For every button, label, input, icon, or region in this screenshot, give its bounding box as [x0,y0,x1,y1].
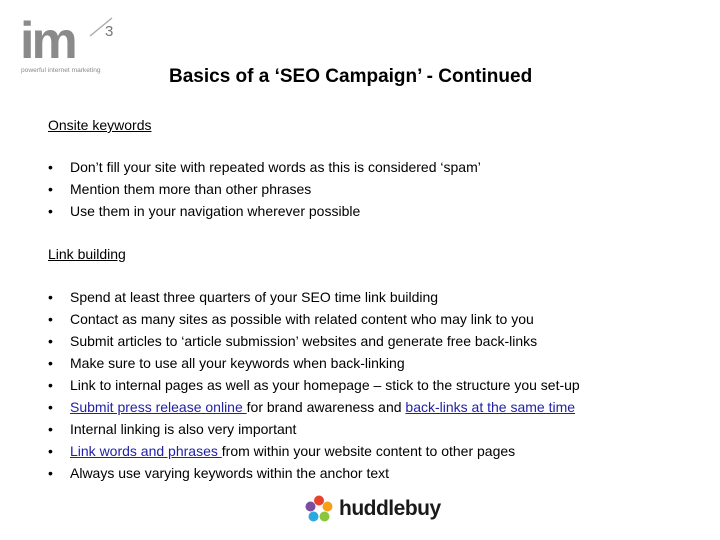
huddlebuy-logo [304,491,441,527]
list-item [48,440,580,462]
logo-superscript: 3 [105,23,114,40]
petal-purple [306,502,316,512]
slide-title: Basics of a ‘SEO Campaign’ - Continued [169,66,533,87]
onsite-keywords-list [48,156,481,222]
link-words-phrases-link[interactable]: Link words and phrases [70,443,222,459]
list-item: • Mention them more than other phrases [48,178,481,200]
list-item: • Use them in your navigation wherever possible [48,200,481,222]
im3-logo-icon [20,14,124,78]
list-item: • Spend at least three quarters of your SEO time link building [48,286,580,308]
petal-green [320,512,330,522]
flower-center [316,506,322,512]
list-item: • Always use varying keywords within the anchor text [48,462,580,484]
list-item-text: for brand awareness and [246,399,406,415]
back-links-link[interactable]: back-links at the same time [405,399,576,415]
list-item-text: from within your website content to other pages [221,443,516,459]
list-item [48,396,580,418]
list-item: • Internal linking is also very important [48,418,580,440]
logo-tagline: powerful internet marketing [21,67,101,74]
petal-red [314,496,324,506]
huddlebuy-wordmark: huddlebuy [339,497,441,520]
list-item: • Don’t fill your site with repeated words as this is considered ‘spam’ [48,156,481,178]
link-building-list [48,286,580,484]
list-item: • Make sure to use all your keywords when back-linking [48,352,580,374]
huddlebuy-flower-icon [304,494,334,524]
company-logo [20,14,124,78]
list-item: • Link to internal pages as well as your homepage – stick to the structure you set-up [48,374,580,396]
petal-blue [309,512,319,522]
petal-orange [323,502,333,512]
list-item: • Submit articles to ‘article submission’ websites and generate free back-links [48,330,580,352]
logo-mark: im [20,14,75,70]
submit-press-release-link[interactable]: Submit press release online [70,399,247,415]
list-item: • Contact as many sites as possible with related content who may link to you [48,308,580,330]
link-building-heading: Link building [48,246,126,262]
onsite-keywords-heading: Onsite keywords [48,117,152,133]
